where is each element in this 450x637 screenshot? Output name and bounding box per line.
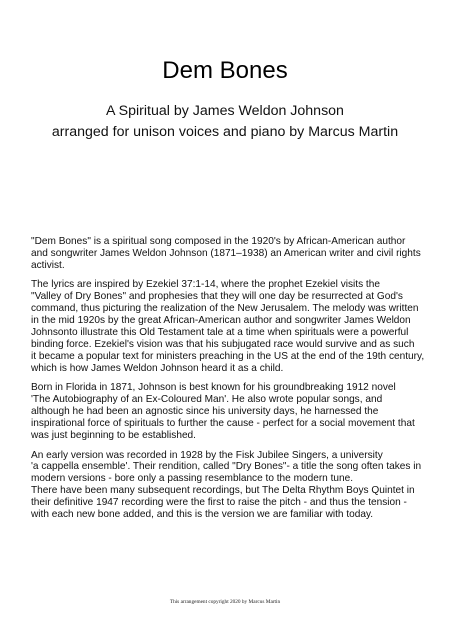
subtitle-line: A Spiritual by James Weldon Johnson [106, 103, 344, 119]
text-line: 'a cappella ensemble'. Their rendition, called "Dry Bones"- a title the song often takes in [31, 461, 422, 473]
text-line: it became a popular text for ministers preaching in the US at the end of the 19th century, [31, 350, 425, 362]
subtitle-line: arranged for unison voices and piano by Marcus Martin [51, 124, 399, 140]
text-line: binding force. Ezekiel's vision was that his subjugated race would survive and as such [31, 338, 415, 350]
paragraph-recordings [31, 450, 423, 521]
text-line: which is how James Weldon Johnson heard it as a child. [31, 362, 284, 374]
text-line: in the mid 1920s by the great African-American author and songwriter James Weldon [31, 315, 411, 327]
text-line: and songwriter James Weldon Johnson (1871–1938) an American writer and civil rights [31, 247, 421, 259]
text-line: The lyrics are inspired by Ezekiel 37:1-14, where the prophet Ezekiel visits the [31, 279, 380, 291]
text-line: their definitive 1947 recording were the first to raise the pitch - and thus the tension - [31, 497, 407, 509]
text-line: although he had been an agnostic since his university days, he harnessed the [31, 406, 379, 418]
text-line: "Dem Bones" is a spiritual song composed in the 1920's by African-American author [31, 236, 406, 247]
text-line: An early version was recorded in 1928 by the Fisk Jubilee Singers, a university [31, 449, 383, 461]
paragraph-biography [31, 382, 423, 442]
text-line: "Valley of Dry Bones" and prophesies that they will one day be resurrected at God's [31, 291, 403, 303]
text-line: was just beginning to be established. [31, 429, 196, 441]
text-line: inspirational force of spirituals to further the cause - perfect for a social movement that [31, 418, 415, 430]
text-line: Johnsonto illustrate this Old Testament tale at a time when spirituals were a powerful [31, 327, 409, 339]
paragraph-intro [31, 236, 423, 272]
text-line: There have been many subsequent recordings, but The Delta Rhythm Boys Quintet in [31, 485, 415, 497]
copyright-footer: This arrangement copyright 2020 by Marcus Martin [169, 599, 281, 605]
document-body [31, 236, 423, 529]
text-line: activist. [31, 259, 65, 271]
document-title: Dem Bones [162, 57, 288, 84]
text-line: 'The Autobiography of an Ex-Coloured Man'. He also wrote popular songs, and [31, 394, 383, 406]
text-line: modern versions - bore only a passing resemblance to the modern tune. [31, 473, 354, 485]
text-line: Born in Florida in 1871, Johnson is best known for his groundbreaking 1912 novel [31, 382, 396, 394]
document-subtitle [0, 101, 450, 143]
text-line: command, thus picturing the realization of the New Jerusalem. The melody was written [31, 303, 419, 315]
paragraph-lyrics [31, 279, 423, 374]
text-line: with each new bone added, and this is the version we are familiar with today. [31, 509, 374, 521]
